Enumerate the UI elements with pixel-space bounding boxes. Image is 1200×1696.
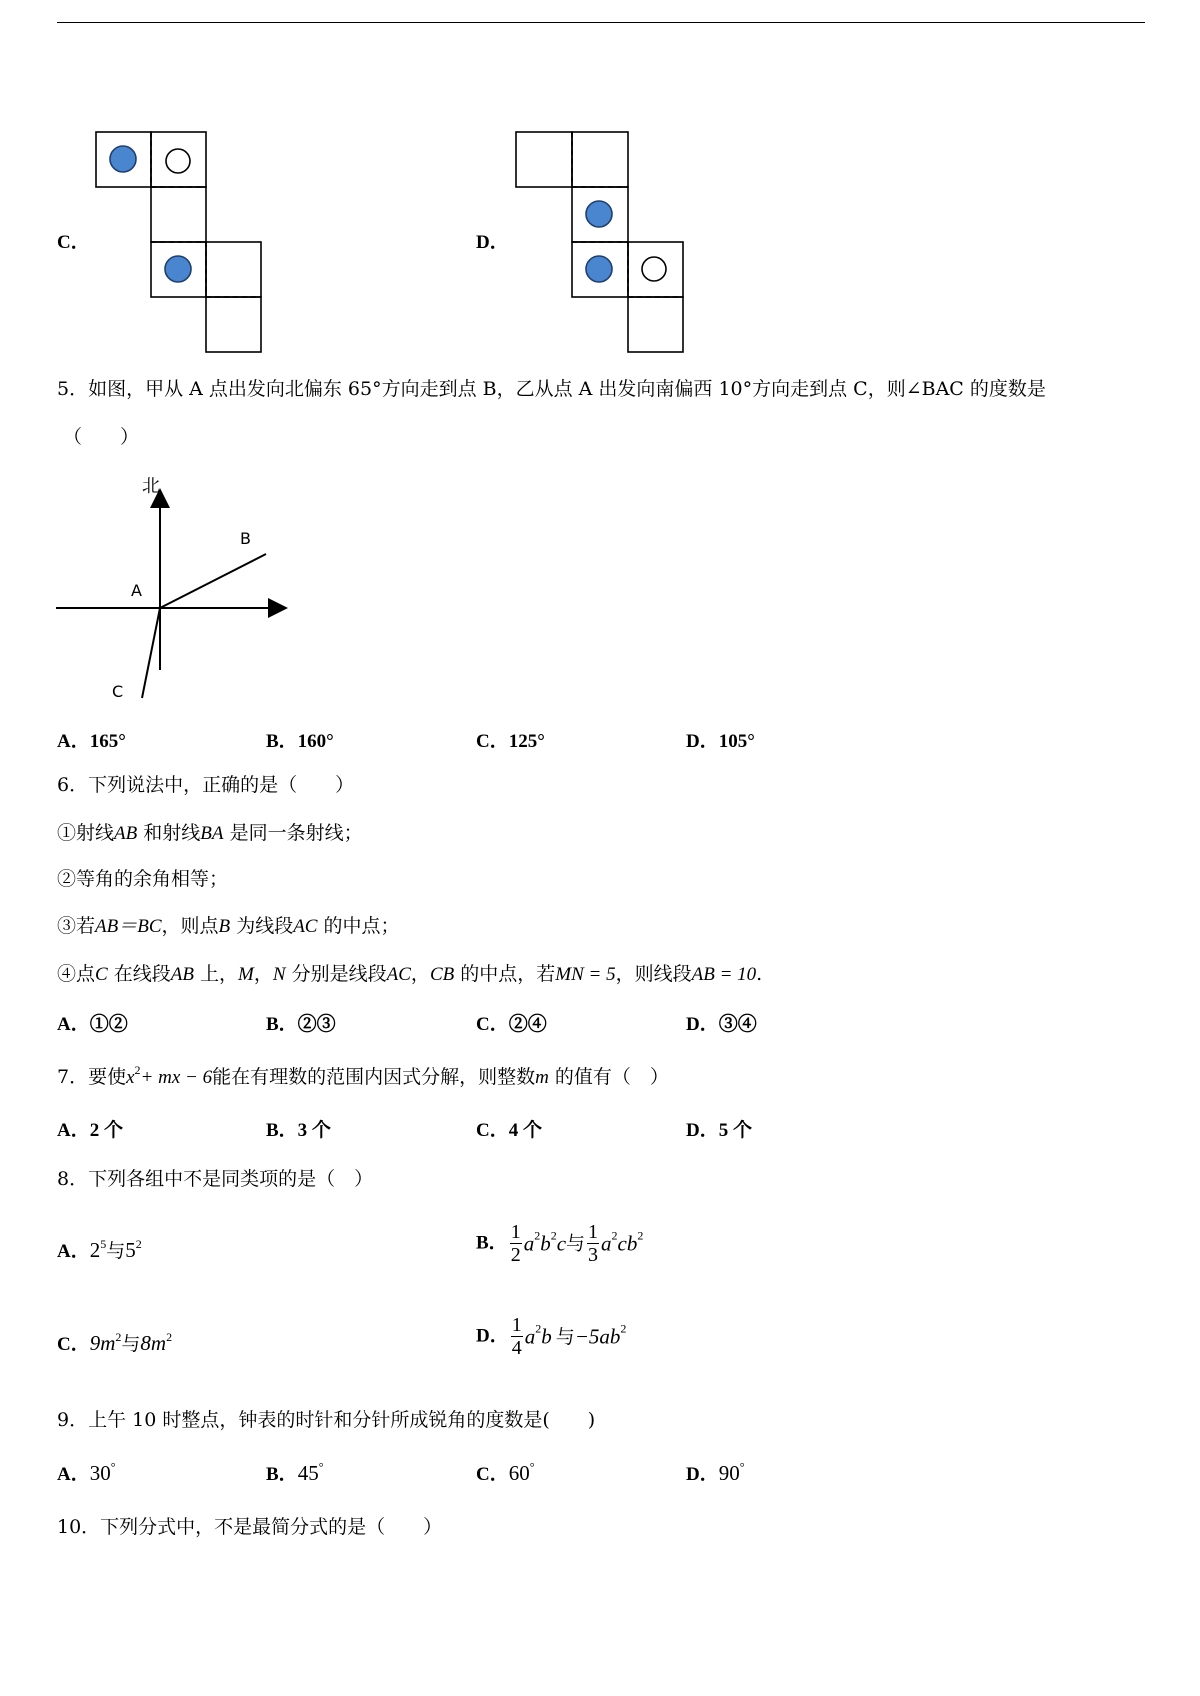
point-b-label: B xyxy=(240,529,251,548)
north-label: 北 xyxy=(142,476,160,497)
q9-option-a[interactable]: A．30° xyxy=(57,1460,116,1485)
q7-option-b[interactable]: B．3 个 xyxy=(266,1120,331,1141)
q6-option-a[interactable]: A．①② xyxy=(57,1014,128,1035)
q8-option-b[interactable]: B． $\frac{1}{2}$ $a^2b^2c$与 $\frac{1}{3}$ $a^2cb^2$ xyxy=(476,1221,644,1266)
q6-option-d[interactable]: D．③④ xyxy=(686,1014,757,1035)
q6-statement-2: ②等角的余角相等； xyxy=(57,868,229,890)
empty-dot xyxy=(166,149,190,173)
point-c-label: C xyxy=(112,682,124,701)
q6-statement-4: ④点C 在线段AB 上，M，N 分别是线段AC，CB 的中点，若MN = 5，则线段AB = 10. xyxy=(57,963,763,985)
q9-option-c[interactable]: C．60° xyxy=(476,1460,535,1485)
filled-dot xyxy=(586,256,612,282)
q4-option-c-figure xyxy=(90,128,270,356)
q7-option-c[interactable]: C．4 个 xyxy=(476,1120,542,1141)
q9-option-b[interactable]: B．45° xyxy=(266,1460,324,1485)
q6-statement-1: ①射线AB 和射线BA 是同一条射线； xyxy=(57,822,363,844)
q5-stem: 5．如图，甲从 A 点出发向北偏东 65°方向走到点 B，乙从点 A 出发向南偏西 10°方向走到点 C，则∠BAC 的度数是 xyxy=(57,378,1046,400)
q5-option-d[interactable]: D．105° xyxy=(686,731,755,752)
q9-option-d[interactable]: D．90° xyxy=(686,1460,745,1485)
fraction-one-half: $\frac{1}{2}$ xyxy=(510,1221,521,1266)
ray-ab xyxy=(160,554,266,608)
q8-option-d[interactable]: D． $\frac{1}{4}$ $a^2b$ 与$-5ab^2$ xyxy=(476,1314,627,1359)
ray-ac xyxy=(142,608,160,698)
q6-option-b[interactable]: B．②③ xyxy=(266,1014,336,1035)
empty-dot xyxy=(642,257,666,281)
q4-option-c-label: C． xyxy=(57,232,90,253)
point-a-label: A xyxy=(131,581,142,600)
net-face xyxy=(572,132,628,187)
q9-stem: 9．上午 10 时整点，钟表的时针和分针所成锐角的度数是( ) xyxy=(57,1409,596,1431)
q5-option-a[interactable]: A．165° xyxy=(57,731,126,752)
fraction-one-quarter: $\frac{1}{4}$ xyxy=(511,1314,522,1359)
q4-option-d-figure xyxy=(512,128,692,356)
net-face xyxy=(516,132,572,187)
q8-option-c[interactable]: C．$9m^2$与$8m^2$ xyxy=(57,1330,173,1355)
header-rule xyxy=(57,22,1145,23)
q5-option-b[interactable]: B．160° xyxy=(266,731,334,752)
fraction-one-third: $\frac{1}{3}$ xyxy=(588,1221,599,1266)
q7-option-d[interactable]: D．5 个 xyxy=(686,1120,752,1141)
q7-stem: 7．要使$x^2+$ mx − 6能在有理数的范围内因式分解，则整数m 的值有（ ） xyxy=(57,1063,669,1088)
net-face xyxy=(206,297,261,352)
q6-stem: 6．下列说法中，正确的是（ ） xyxy=(57,774,355,796)
q7-option-a[interactable]: A．2 个 xyxy=(57,1120,123,1141)
filled-dot xyxy=(586,201,612,227)
net-face xyxy=(206,242,261,297)
q8-stem: 8．下列各组中不是同类项的是（ ） xyxy=(57,1168,374,1190)
filled-dot xyxy=(165,256,191,282)
q5-figure xyxy=(56,470,296,710)
q10-stem: 10．下列分式中，不是最简分式的是（ ） xyxy=(57,1516,443,1538)
q6-statement-3: ③若AB＝BC，则点B 为线段AC 的中点； xyxy=(57,915,400,937)
net-face xyxy=(151,187,206,242)
q8-option-a[interactable]: A．$2^5$与$5^2$ xyxy=(57,1237,142,1262)
q4-option-d-label: D． xyxy=(476,232,509,253)
net-face xyxy=(628,297,683,352)
filled-dot xyxy=(110,146,136,172)
q5-paren: （ ） xyxy=(63,426,140,448)
q5-option-c[interactable]: C．125° xyxy=(476,731,545,752)
q6-option-c[interactable]: C．②④ xyxy=(476,1014,547,1035)
